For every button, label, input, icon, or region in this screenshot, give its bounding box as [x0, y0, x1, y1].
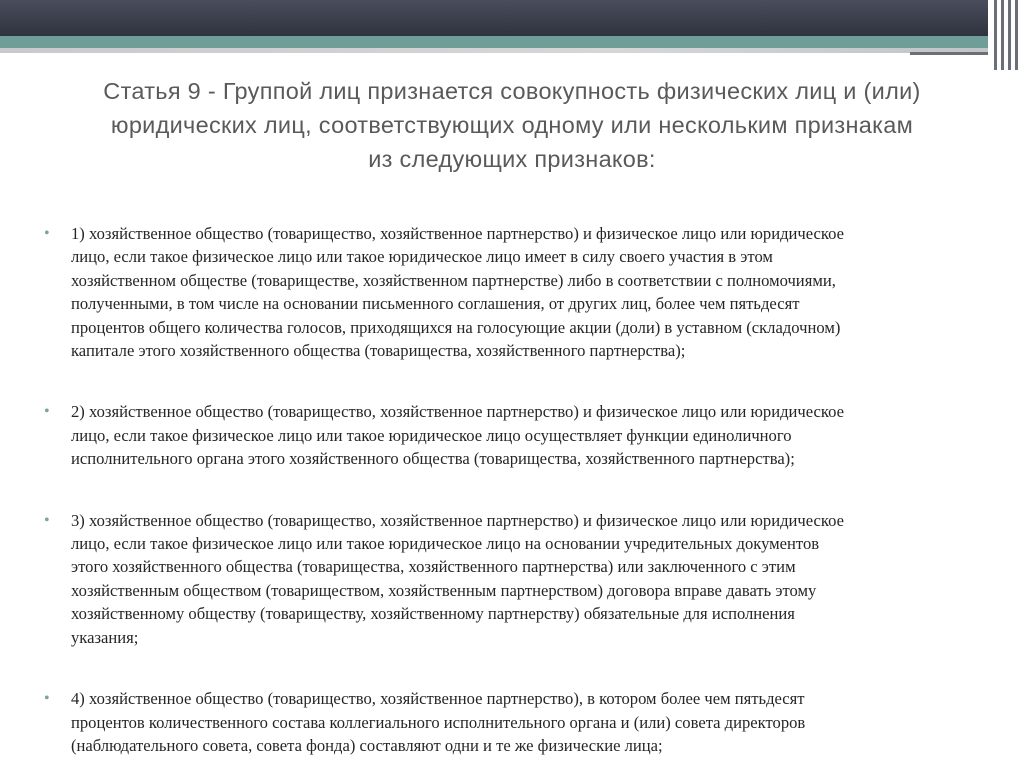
item-line: 4) хозяйственное общество (товарищество, хозяйственное партнерство), в котором более чем пятьдесят [71, 689, 805, 709]
item-line: полученными, в том числе на основании письменного соглашения, от других лиц, более чем пятьдесят [71, 294, 800, 314]
header-shadow-strip [0, 48, 1024, 53]
list-item [44, 509, 1012, 649]
item-line: (наблюдательного совета, совета фонда) составляют одни и те же физические лица; [71, 735, 663, 755]
item-line: хозяйственным обществом (товариществом, хозяйственным партнерством) договора вправе давать этому [71, 580, 817, 600]
item-line: 3) хозяйственное общество (товарищество, хозяйственное партнерство) и физическое лицо или юридическое [71, 510, 844, 530]
item-line: 2) хозяйственное общество (товарищество, хозяйственное партнерство) и физическое лицо или юридическое [71, 402, 844, 422]
item-line: капитале этого хозяйственного общества (товарищества, хозяйственного партнерства); [71, 341, 686, 361]
item-line: процентов общего количества голосов, приходящихся на голосующие акции (доли) в уставном (складочном) [71, 317, 841, 337]
header-bar [0, 0, 1024, 36]
item-line: исполнительного органа этого хозяйственного общества (товарищества, хозяйственного партнерства); [71, 449, 795, 469]
bullet-icon: • [44, 403, 50, 421]
item-line: лицо, если такое физическое лицо или такое юридическое лицо имеет в силу своего участия в этом [71, 247, 773, 267]
item-line: лицо, если такое физическое лицо или такое юридическое лицо на основании учредительных документов [71, 534, 820, 554]
title-line: Статья 9 - Группой лиц признается совокупность физических лиц и (или) [103, 78, 921, 104]
item-line: процентов количественного состава коллегиального исполнительного органа и (или) совета директоров [71, 712, 806, 732]
title-line: из следующих признаков: [368, 146, 656, 172]
corner-line [1008, 0, 1011, 70]
item-line: хозяйственном обществе (товариществе, хозяйственном партнерстве) либо в соответствии с полномочиями, [71, 270, 836, 290]
title-line: юридических лиц, соответствующих одному или нескольким признакам [110, 112, 914, 138]
bullet-icon: • [44, 511, 50, 529]
item-line: указания; [71, 627, 139, 647]
corner-line [994, 0, 997, 70]
item-line: этого хозяйственного общества (товарищества, хозяйственного партнерства) или заключенного с этим [71, 557, 796, 577]
list-item [44, 222, 1012, 362]
item-line: лицо, если такое физическое лицо или такое юридическое лицо осуществляет функции единоличного [71, 425, 792, 445]
item-line: хозяйственному обществу (товариществу, хозяйственному партнерству) обязательные для исполнения [71, 604, 795, 624]
list-item [44, 400, 1012, 470]
criteria-list [44, 222, 1012, 757]
bullet-icon: • [44, 225, 50, 242]
list-item [44, 687, 1012, 757]
bullet-icon: • [44, 690, 50, 708]
corner-line [1015, 0, 1018, 70]
header-accent-band [0, 36, 1024, 48]
item-line: 1) хозяйственное общество (товарищество, хозяйственное партнерство) и физическое лицо или юридическое [71, 224, 844, 243]
corner-line [1001, 0, 1004, 70]
corner-line-horizontal [910, 52, 988, 55]
slide-title [40, 74, 984, 176]
